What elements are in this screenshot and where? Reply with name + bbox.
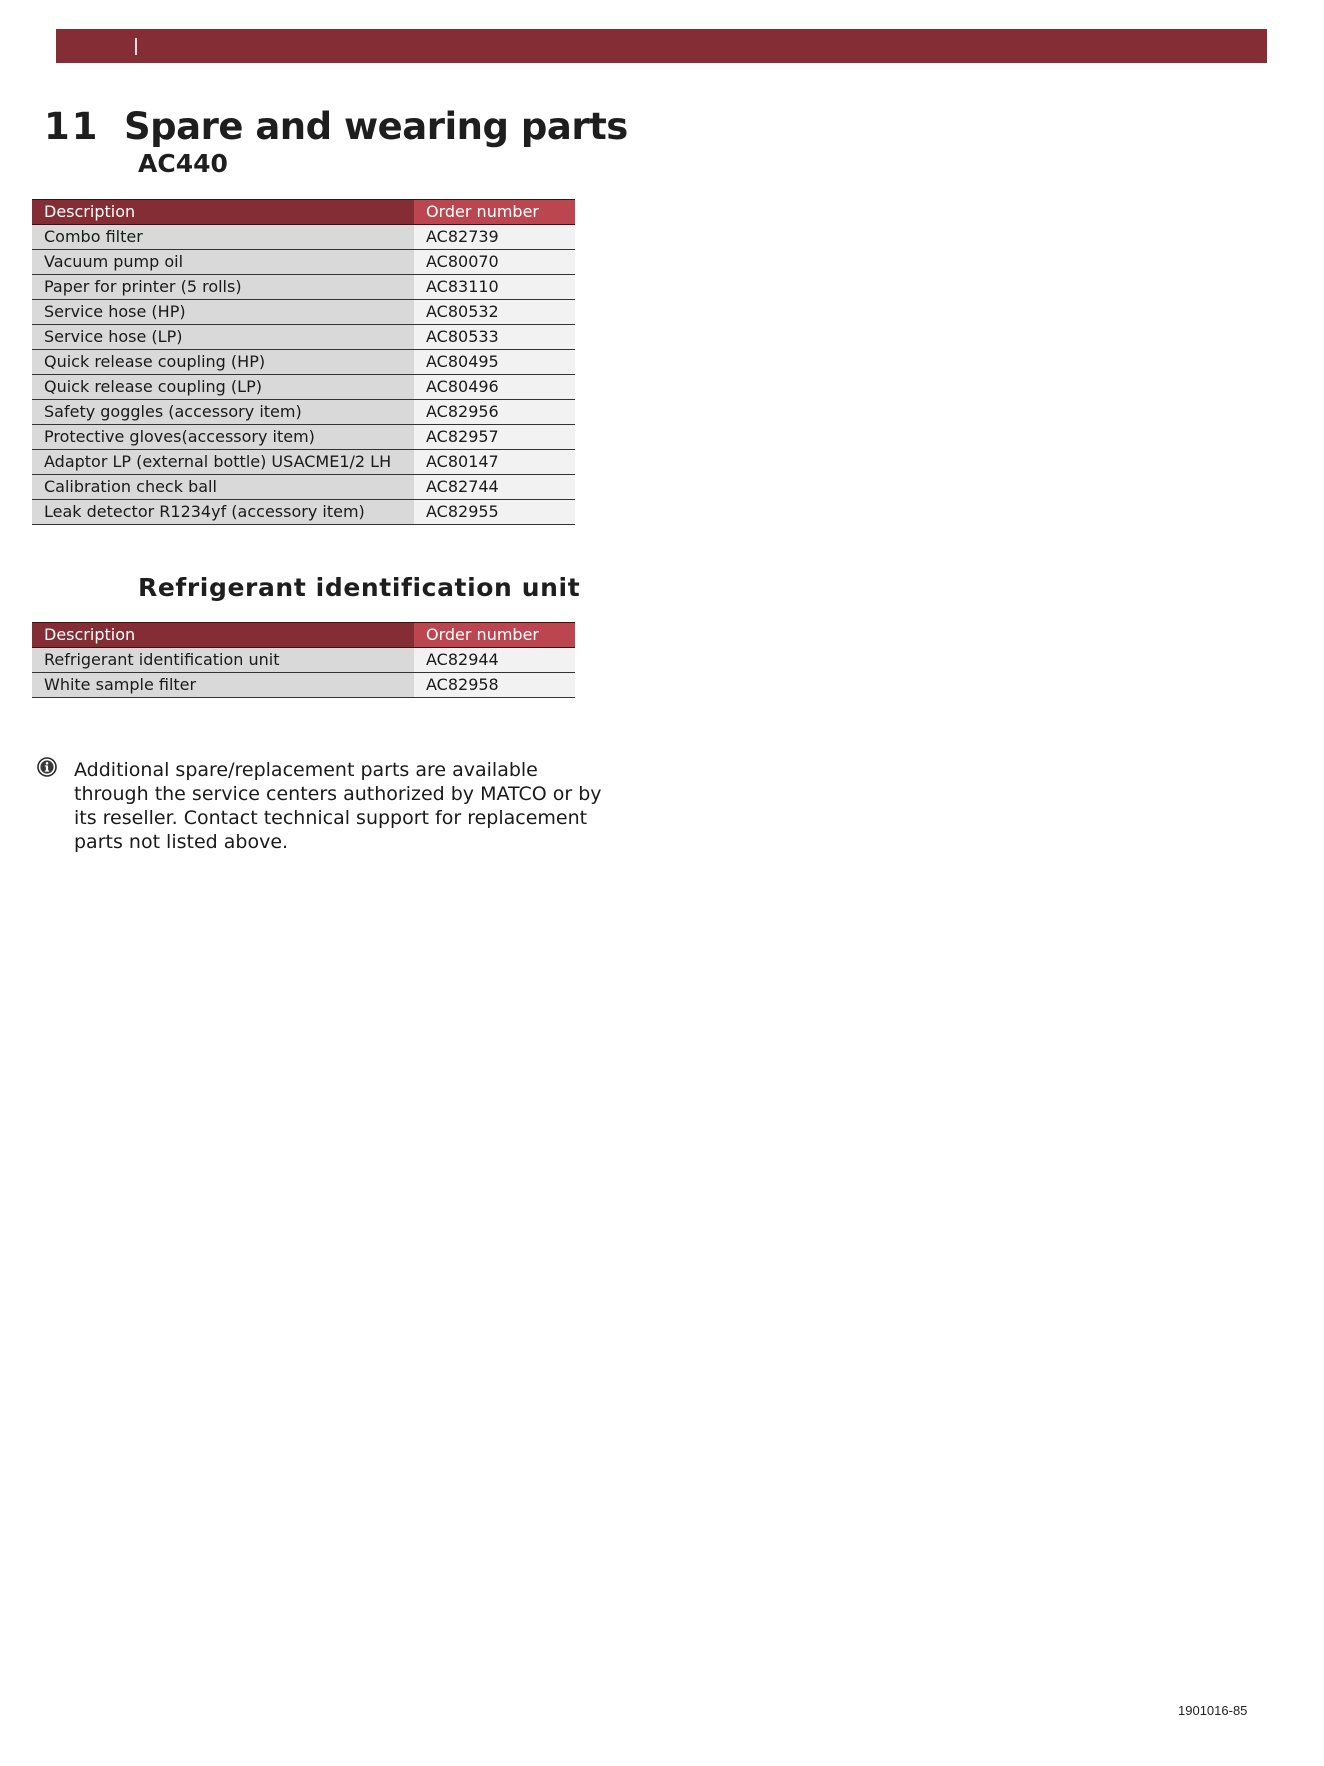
- note-text: Additional spare/replacement parts are available through the service centers authorized by MATCO or by its reseller. Contact technical support for replacement parts not listed above.: [74, 759, 602, 853]
- part-order-number: AC80496: [414, 375, 575, 400]
- part-description: Refrigerant identification unit: [32, 648, 414, 673]
- table-row: [32, 450, 575, 475]
- table-row: [32, 375, 575, 400]
- part-description: Quick release coupling (LP): [32, 375, 414, 400]
- column-header-order-number: Order number: [414, 200, 575, 225]
- section-heading-refrigerant: Refrigerant identification unit: [138, 573, 581, 602]
- part-order-number: AC82739: [414, 225, 575, 250]
- table-row: [32, 400, 575, 425]
- table-row: [32, 225, 575, 250]
- part-order-number: AC82744: [414, 475, 575, 500]
- parts-table-ac440: [32, 199, 575, 525]
- header-separator: [135, 38, 137, 55]
- chapter-title-text: Spare and wearing parts: [124, 105, 628, 148]
- parts-table-refrigerant: [32, 622, 575, 698]
- table-row: [32, 475, 575, 500]
- part-description: White sample filter: [32, 673, 414, 698]
- table-header-row: [32, 623, 575, 648]
- part-description: Adaptor LP (external bottle) USACME1/2 LH: [32, 450, 414, 475]
- section-heading-ac440: AC440: [138, 149, 228, 178]
- table-row: [32, 425, 575, 450]
- chapter-title: [44, 105, 628, 148]
- part-description: Vacuum pump oil: [32, 250, 414, 275]
- part-description: Calibration check ball: [32, 475, 414, 500]
- part-description: Service hose (HP): [32, 300, 414, 325]
- column-header-description: Description: [32, 200, 414, 225]
- table-row: [32, 300, 575, 325]
- part-order-number: AC82944: [414, 648, 575, 673]
- part-description: Safety goggles (accessory item): [32, 400, 414, 425]
- column-header-description: Description: [32, 623, 414, 648]
- part-order-number: AC82955: [414, 500, 575, 525]
- column-header-order-number: Order number: [414, 623, 575, 648]
- part-order-number: AC82958: [414, 673, 575, 698]
- part-order-number: AC83110: [414, 275, 575, 300]
- table-row: [32, 350, 575, 375]
- part-order-number: AC82957: [414, 425, 575, 450]
- part-order-number: AC80070: [414, 250, 575, 275]
- part-description: Protective gloves(accessory item): [32, 425, 414, 450]
- part-description: Leak detector R1234yf (accessory item): [32, 500, 414, 525]
- part-description: Paper for printer (5 rolls): [32, 275, 414, 300]
- part-order-number: AC80495: [414, 350, 575, 375]
- header-bar: [56, 29, 1267, 63]
- table-row: [32, 250, 575, 275]
- part-order-number: AC80532: [414, 300, 575, 325]
- part-order-number: AC80533: [414, 325, 575, 350]
- part-description: Service hose (LP): [32, 325, 414, 350]
- table-row: [32, 500, 575, 525]
- part-order-number: AC82956: [414, 400, 575, 425]
- chapter-number: 11: [44, 105, 100, 148]
- table-row: [32, 673, 575, 698]
- document-number: 1901016-85: [1178, 1703, 1248, 1718]
- part-description: Quick release coupling (HP): [32, 350, 414, 375]
- part-order-number: AC80147: [414, 450, 575, 475]
- table-row: [32, 325, 575, 350]
- table-header-row: [32, 200, 575, 225]
- info-icon: [37, 757, 57, 777]
- part-description: Combo filter: [32, 225, 414, 250]
- table-row: [32, 648, 575, 673]
- table-row: [32, 275, 575, 300]
